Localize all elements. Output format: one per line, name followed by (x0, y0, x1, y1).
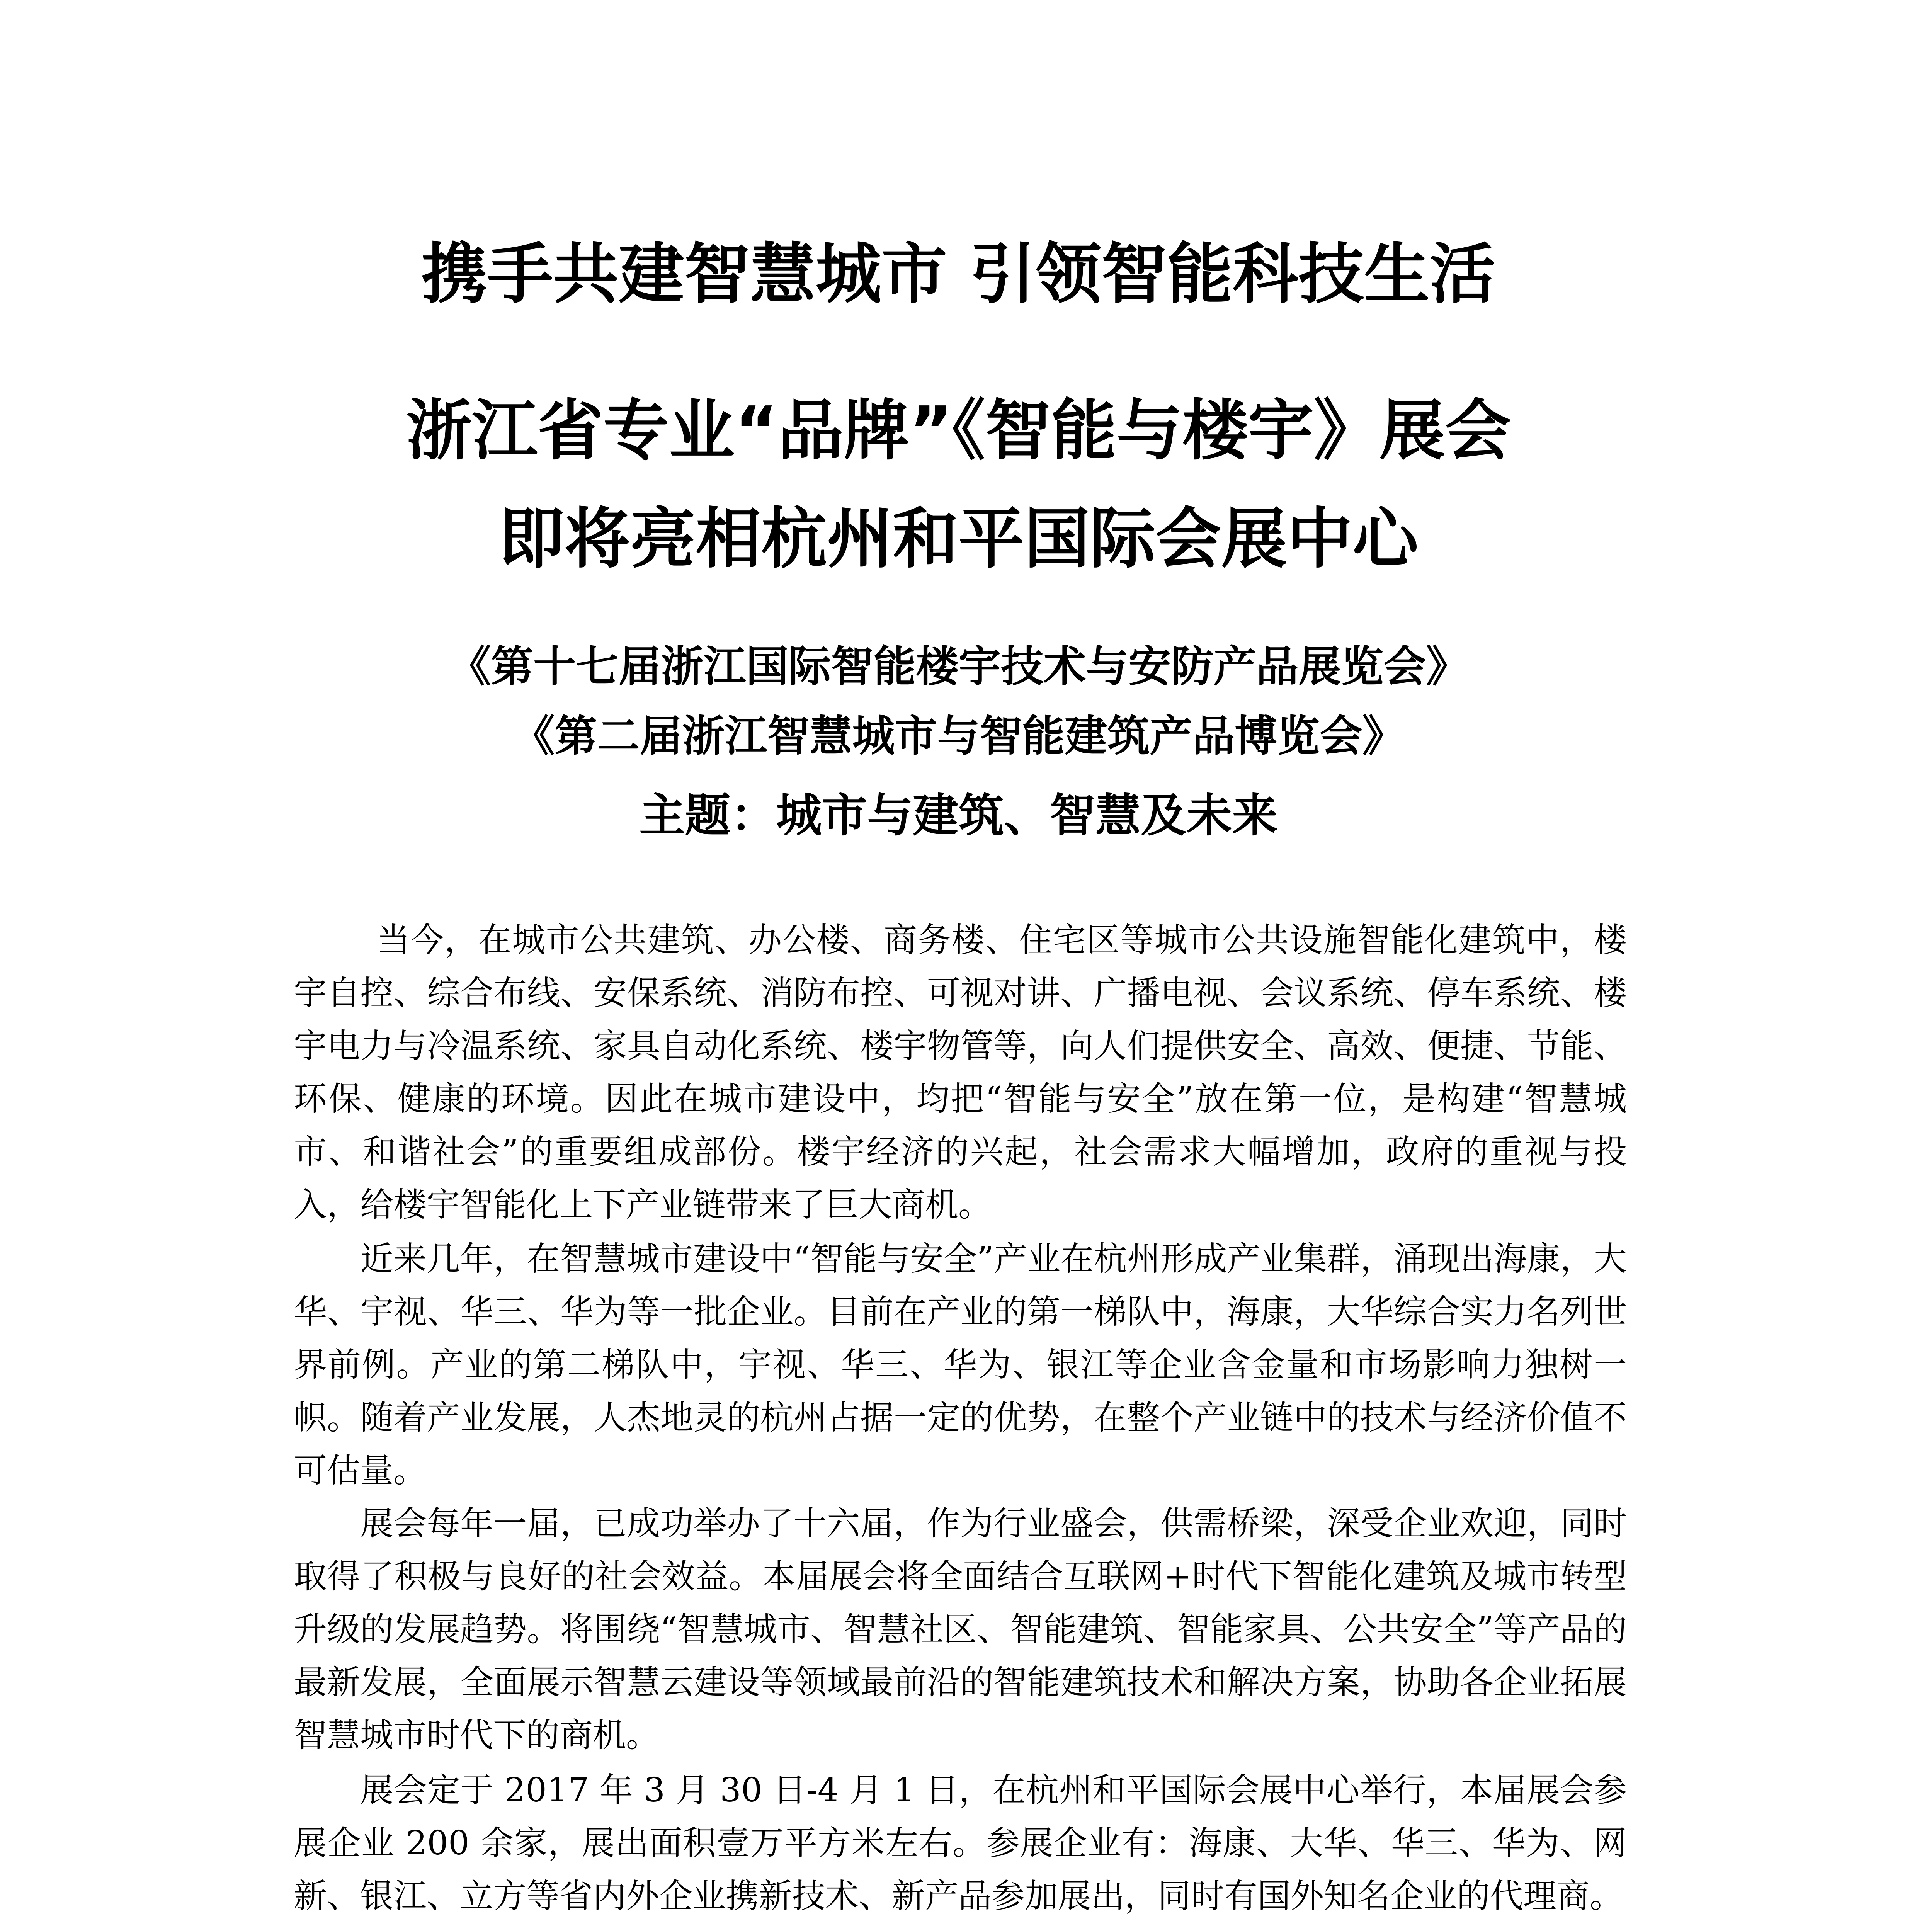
expo-title-1: 《第十七届浙江国际智能楼宇技术与安防产品展览会》 (448, 641, 1469, 691)
expo-title-2: 《第二届浙江智慧城市与智能建筑产品博览会》 (512, 711, 1405, 761)
paragraph-4 (294, 1764, 1627, 1923)
headline-line-3: 即将亮相杭州和平国际会展中心 (498, 501, 1419, 577)
paragraph-4-text: 展会定于 2017 年 3 月 30 日-4 月 1 日，在杭州和平国际会展中心举行，本届展会参展企业 200 余家，展出面积壹万平方米左右。参展企业有：海康、大华、华三、华为、网新、银江、立方等省内外企业携新技术、新产品参加展出，同时有国外知名企业的代理商。 (294, 1771, 1627, 1915)
paragraph-3-text: 展会每年一届，已成功举办了十六届，作为行业盛会，供需桥梁，深受企业欢迎，同时取得了积极与良好的社会效益。本届展会将全面结合互联网+时代下智能化建筑及城市转型升级的发展趋势。将围绕“智慧城市、智慧社区、智能建筑、智能家具、公共安全”等产品的最新发展，全面展示智慧云建设等领域最前沿的智能建筑技术和解决方案，协助各企业拓展智慧城市时代下的商机。 (294, 1504, 1627, 1755)
headline-line-1: 携手共建智慧城市 引领智能科技生活 (421, 236, 1496, 313)
paragraph-3 (294, 1497, 1627, 1762)
paragraph-1-text: 当今，在城市公共建筑、办公楼、商务楼、住宅区等城市公共设施智能化建筑中，楼宇自控、综合布线、安保系统、消防布控、可视对讲、广播电视、会议系统、停车系统、楼宇电力与冷温系统、家具自动化系统、楼宇物管等，向人们提供安全、高效、便捷、节能、环保、健康的环境。因此在城市建设中，均把“智能与安全”放在第一位，是构建“智慧城市、和谐社会”的重要组成部份。楼宇经济的兴起，社会需求大幅增加，政府的重视与投入，给楼宇智能化上下产业链带来了巨大商机。 (294, 921, 1627, 1224)
paragraph-2 (294, 1233, 1627, 1497)
headline-line-2: 浙江省专业“品牌”《智能与楼宇》展会 (406, 393, 1511, 469)
paragraph-1 (294, 914, 1627, 1231)
theme-line: 主题：城市与建筑、智慧及未来 (639, 788, 1278, 842)
paragraph-2-text: 近来几年，在智慧城市建设中“智能与安全”产业在杭州形成产业集群，涌现出海康，大华、宇视、华三、华为等一批企业。目前在产业的第一梯队中，海康，大华综合实力名列世界前例。产业的第二梯队中，宇视、华三、华为、银江等企业含金量和市场影响力独树一帜。随着产业发展，人杰地灵的杭州占据一定的优势，在整个产业链中的技术与经济价值不可估量。 (294, 1240, 1627, 1490)
